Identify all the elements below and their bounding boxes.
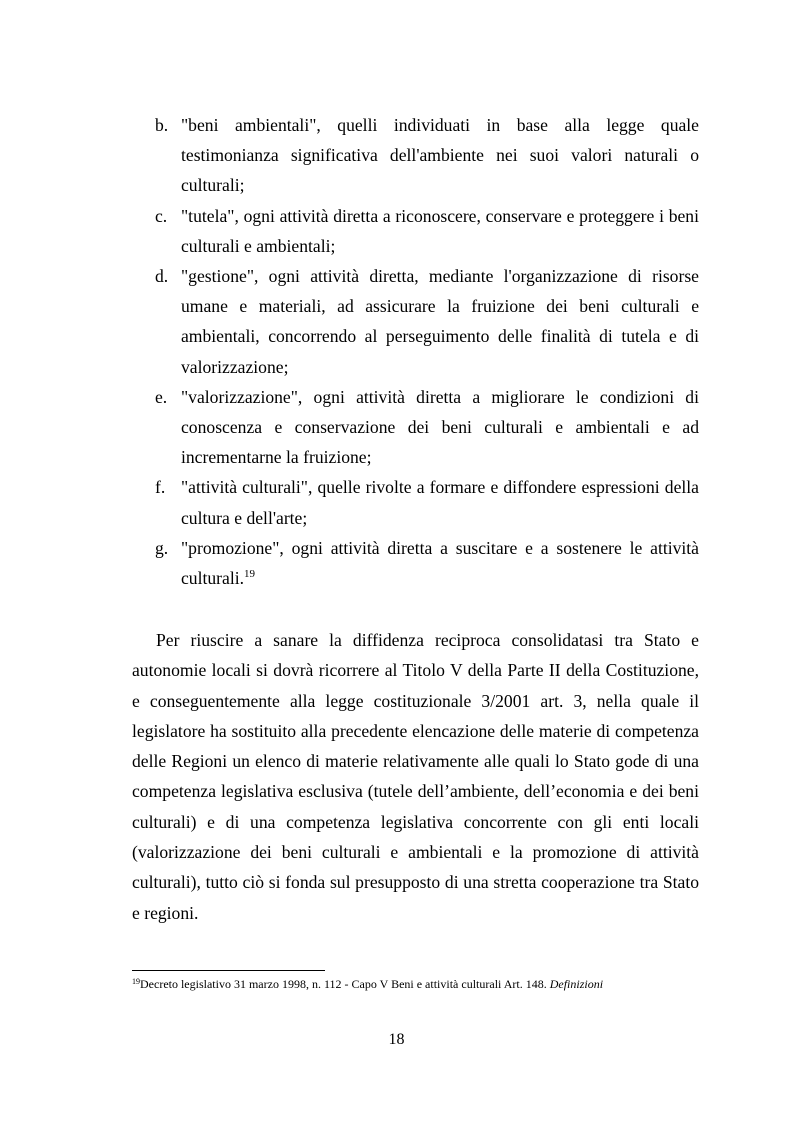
footnote-text: Decreto legislativo 31 marzo 1998, n. 112 - Capo V Beni e attività culturali Art. 148.	[140, 977, 550, 991]
body-paragraph: Per riuscire a sanare la diffidenza reciproca consolidatasi tra Stato e autonomie locali si dovrà ricorrere al Titolo V della Parte II della Costituzione, e conseguentemente alla legge costituzionale 3/2001 art. 3, nella quale il legislatore ha sostituito alla precedente elencazione delle materie di competenza delle Regioni un elenco di materie relativamente alle quali lo Stato gode di una competenza legislativa esclusiva (tutele dell’ambiente, dell’economia e dei beni culturali) e di una competenza legislativa concorrente con gli enti locali (valorizzazione dei beni culturali e ambientali e la promozione di attività culturali), tutto ciò si fonda sul presupposto di una stretta cooperazione tra Stato e regioni.	[132, 630, 699, 923]
footnote-divider	[132, 970, 325, 971]
list-letter: c.	[155, 205, 168, 226]
page-number: 18	[388, 1031, 405, 1048]
list-letter: g.	[155, 537, 169, 558]
footnote-reference[interactable]: 19	[244, 568, 256, 581]
list-text: "beni ambientali", quelli individuati in base alla legge quale testimonianza significativa dell'ambiente nei suoi valori naturali o culturali;	[181, 115, 699, 196]
list-letter: f.	[155, 477, 166, 498]
list-letter: e.	[155, 386, 168, 407]
list-item	[132, 382, 699, 473]
footnote	[132, 976, 699, 992]
footnote-number: 19	[132, 977, 140, 986]
list-item	[132, 261, 699, 382]
list-item	[132, 110, 699, 201]
footnote-italic: Definizioni	[549, 977, 604, 991]
list-text: "gestione", ogni attività diretta, mediante l'organizzazione di risorse umane e materiali, ad assicurare la fruizione dei beni culturali e ambientali, concorrendo al perseguimento delle finalità di tutela e di valorizzazione;	[181, 266, 699, 377]
list-item	[132, 201, 699, 261]
list-text: "attività culturali", quelle rivolte a formare e diffondere espressioni della cultura e dell'arte;	[181, 477, 699, 528]
list-letter: d.	[155, 266, 169, 287]
list-letter: b.	[155, 115, 169, 135]
definitions-list	[132, 110, 699, 593]
list-item	[132, 472, 699, 532]
list-item	[132, 533, 699, 593]
list-text: "promozione", ogni attività diretta a suscitare e a sostenere le attività culturali.	[181, 537, 699, 589]
list-text: "tutela", ogni attività diretta a riconoscere, conservare e proteggere i beni culturali e ambientali;	[181, 205, 699, 256]
list-text: "valorizzazione", ogni attività diretta a migliorare le condizioni di conoscenza e conservazione dei beni culturali e ambientali e ad incrementarne la fruizione;	[181, 386, 699, 468]
